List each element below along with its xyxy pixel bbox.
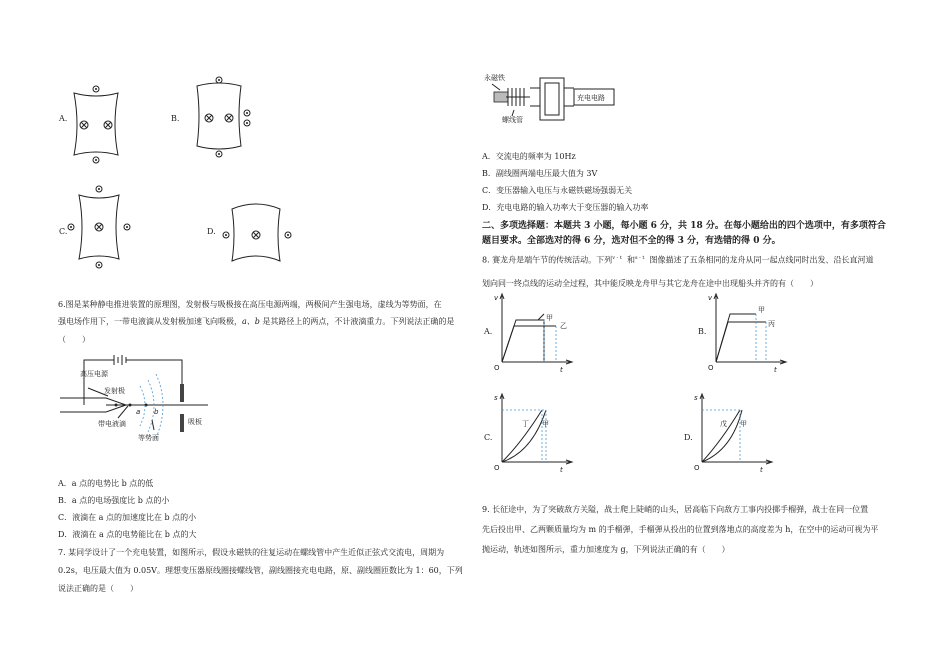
q8-stem-1a: 8. 赛龙舟是端午节的传统活动。下列: [482, 255, 613, 265]
q8-b-xaxis: t: [774, 366, 777, 374]
q6-option-d: D．液滴在 a 点的电势能比在 b 点的大: [58, 530, 197, 539]
q5-figure-d: [222, 195, 297, 270]
q6-stem-line1: 6.图是某种静电推进装置的原理图，发射极与吸极接在高压电源两端，两极间产生强电场，虚线为等势面，在: [58, 300, 442, 309]
q7-option-a: A．交流电的频率为 10Hz: [482, 152, 576, 161]
q8-c-origin: O: [494, 464, 500, 472]
q6-stem-line2-c: 是其路径上的两点，不计液滴重力。下列说法正确的是: [259, 317, 455, 326]
q8-a-yaxis: v: [494, 294, 499, 302]
q8-graph-c-label: C.: [484, 433, 493, 442]
q6-stem-line2: [58, 316, 454, 327]
q7-stem-line1: 7. 某同学设计了一个充电装置，如图所示，假设永磁铁的往复运动在螺线管中产生近似正弦式交流电，周期为: [58, 548, 445, 557]
q8-small-vt: v - t: [612, 255, 622, 261]
q5-figure-b: [185, 78, 260, 158]
q8-graph-d: [692, 392, 782, 472]
q8-a-xaxis: t: [560, 366, 563, 374]
q6-label-emitter: 发射极: [104, 387, 125, 395]
q8-c-curve1: 甲: [542, 420, 549, 428]
q7-stem-line2: 0.2s，电压最大值为 0.05V。理想变压器原线圈接螺线管，副线圈接充电电路，原、副线圈匝数比为 1：60，下列: [58, 566, 463, 575]
q6-stem-line3: （ ）: [58, 335, 90, 344]
q6-label-absorber: 吸板: [188, 418, 202, 426]
q8-graph-a-label: A.: [484, 327, 493, 336]
section2-heading-line2: 题目要求。全部选对的得 6 分，选对但不全的得 3 分，有选错的得 0 分。: [482, 236, 781, 246]
q8-stem-1b: 和: [626, 255, 635, 265]
q8-stem-1c: 图像描述了五条相同的龙舟从同一起点线同时出发、沿长直河道: [649, 255, 874, 265]
q5-option-d-label: D.: [207, 227, 216, 236]
q7-label-circuit: 充电电路: [577, 94, 605, 102]
q8-a-curve2: 乙: [560, 322, 567, 330]
q8-b-origin: O: [708, 364, 714, 372]
q6-option-a: A．a 点的电势比 b 点的低: [58, 479, 154, 488]
q8-graph-d-label: D.: [684, 433, 693, 442]
q6-label-b: b: [154, 408, 159, 416]
q6-label-droplet: 带电液滴: [98, 420, 126, 428]
q8-b-yaxis: v: [708, 294, 713, 302]
q8-d-origin: O: [694, 464, 700, 472]
q8-a-origin: O: [494, 364, 500, 372]
q8-b-curve1: 甲: [758, 306, 765, 314]
q7-stem-line3: 说法正确的是（ ）: [58, 584, 138, 593]
q6-stem-line2-ab: a、b: [242, 317, 260, 326]
q8-graph-b-label: B.: [698, 327, 707, 336]
q6-label-a: a: [136, 408, 141, 416]
q8-d-curve1: 甲: [740, 420, 747, 428]
q7-option-b: B．副线圈两端电压最大值为 3V: [482, 169, 598, 178]
q8-stem-line2: 划向同一终点线的运动全过程，其中能反映龙舟甲与其它龙舟在途中出现船头并齐的有（ ）: [482, 279, 818, 288]
q8-small-st: s - t: [634, 255, 645, 261]
q8-b-curve2: 丙: [768, 320, 775, 328]
q8-graph-c: [492, 392, 582, 472]
q9-stem-line3: 抛运动，轨迹如图所示，重力加速度为 g，下列说法正确的有（ ）: [482, 545, 730, 554]
q9-stem-line1: 9. 长征途中，为了突破敌方关隘，战士爬上陡峭的山头，居高临下向敌方工事内投掷手榴弹，战士在同一位置: [482, 505, 869, 514]
q8-c-xaxis: t: [560, 466, 563, 474]
q8-c-yaxis: s: [494, 394, 498, 402]
q6-label-equipotential: 等势面: [138, 434, 159, 442]
q6-option-b: B．a 点的电场强度比 b 点的小: [58, 496, 170, 505]
section2-heading-line1: 二、多项选择题：本题共 3 小题，每小题 6 分，共 18 分。在每小题给出的四个选项中，有多项符合: [482, 221, 886, 231]
q7-label-solenoid: 螺线管: [502, 116, 523, 124]
q8-d-xaxis: t: [760, 466, 763, 474]
q7-option-d: D．充电电路的输入功率大于变压器的输入功率: [482, 203, 649, 212]
q6-stem-line2-a: 强电场作用下，一带电液滴从发射极加速飞向吸极，: [58, 317, 242, 326]
q9-stem-line2: 先后投出甲、乙两颗质量均为 m 的手榴弹，手榴弹从投出的位置到落地点的高度差为 h，在空中的运动可视为平: [482, 525, 879, 534]
q6-option-c: C．液滴在 a 点的加速度比在 b 点的小: [58, 513, 197, 522]
q7-option-c: C．变压器输入电压与永磁铁磁场强弱无关: [482, 186, 633, 195]
q5-option-a-label: A.: [59, 114, 68, 123]
q8-a-curve1: 甲: [546, 314, 553, 322]
q5-figure-c: [67, 185, 137, 270]
q7-label-magnet: 永磁铁: [484, 74, 505, 82]
q5-option-b-label: B.: [171, 114, 180, 123]
q8-d-curve2: 戊: [720, 420, 727, 428]
q7-figure: [482, 70, 622, 130]
q5-option-c-label: C.: [59, 227, 68, 236]
q8-stem-line1: [482, 253, 874, 266]
q8-d-yaxis: s: [694, 394, 698, 402]
q8-graph-b: [706, 292, 796, 372]
q6-figure: [58, 348, 218, 448]
q5-figure-a: [70, 85, 130, 160]
q6-label-power: 高压电源: [80, 370, 108, 378]
q8-c-curve2: 丁: [522, 420, 529, 428]
q8-graph-a: [492, 292, 582, 372]
